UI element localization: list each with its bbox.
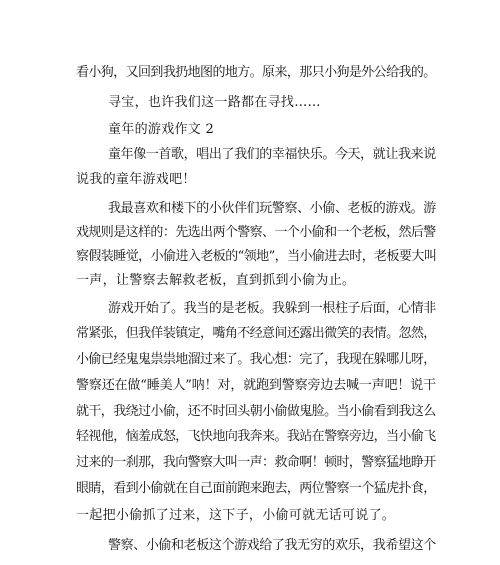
- text-line: 就干，我绕过小偷，还不时回头朝小偷做鬼脸。当小偷看到我这么: [76, 404, 436, 419]
- text-line: 一起把小偷抓了过来，这下子，小偷可就无话可说了。: [76, 508, 396, 523]
- text-line: 我最喜欢和楼下的小伙伴们玩警察、小偷、老板的游戏。游: [108, 201, 436, 216]
- text-line: 警察、小偷和老板这个游戏给了我无穷的欢乐，我希望这个: [108, 538, 436, 553]
- text-line: 过来的一刹那，我向警察大叫一声：救命啊！顿时，警察猛地睁开: [76, 455, 436, 470]
- text-line: 游戏开始了。我当的是老板。我躲到一根柱子后面，心情非: [108, 301, 436, 316]
- text-line: 一声，让警察去解救老板，直到抓到小偷为止。: [76, 273, 356, 288]
- text-line: 小偷已经鬼鬼祟祟地溜过来了。我心想：完了，我现在躲哪儿呀，: [76, 352, 436, 367]
- section-title: 童年的游戏作文 2: [108, 122, 215, 137]
- text-line: 说我的童年游戏吧！: [76, 172, 196, 187]
- text-line: 轻视他，恼羞成怒，飞快地向我奔来。我站在警察旁边，当小偷飞: [76, 429, 436, 444]
- text-line: 察假装睡觉，小偷进入老板的“领地”，当小偷进去时，老板要大叫: [76, 249, 437, 264]
- text-line: 警察还在做“睡美人”呐！对，就跑到警察旁边去喊一声吧！说干: [76, 378, 436, 393]
- text-line: 童年像一首歌，唱出了我们的幸福快乐。今天，就让我来说: [108, 147, 436, 162]
- text-line: 看小狗，又回到我扔地图的地方。原来，那只小狗是外公给我的。: [76, 65, 436, 80]
- text-line: 寻宝，也许我们这一路都在寻找……: [108, 95, 321, 110]
- text-line: 眼睛，看到小偷就在自己面前跑来跑去，两位警察一个猛虎扑食，: [76, 481, 436, 496]
- text-line: 戏规则是这样的：先选出两个警察、一个小偷和一个老板，然后警: [76, 225, 436, 240]
- text-line: 常紧张，但我佯装镇定，嘴角不经意间还露出微笑的表情。忽然，: [76, 326, 436, 341]
